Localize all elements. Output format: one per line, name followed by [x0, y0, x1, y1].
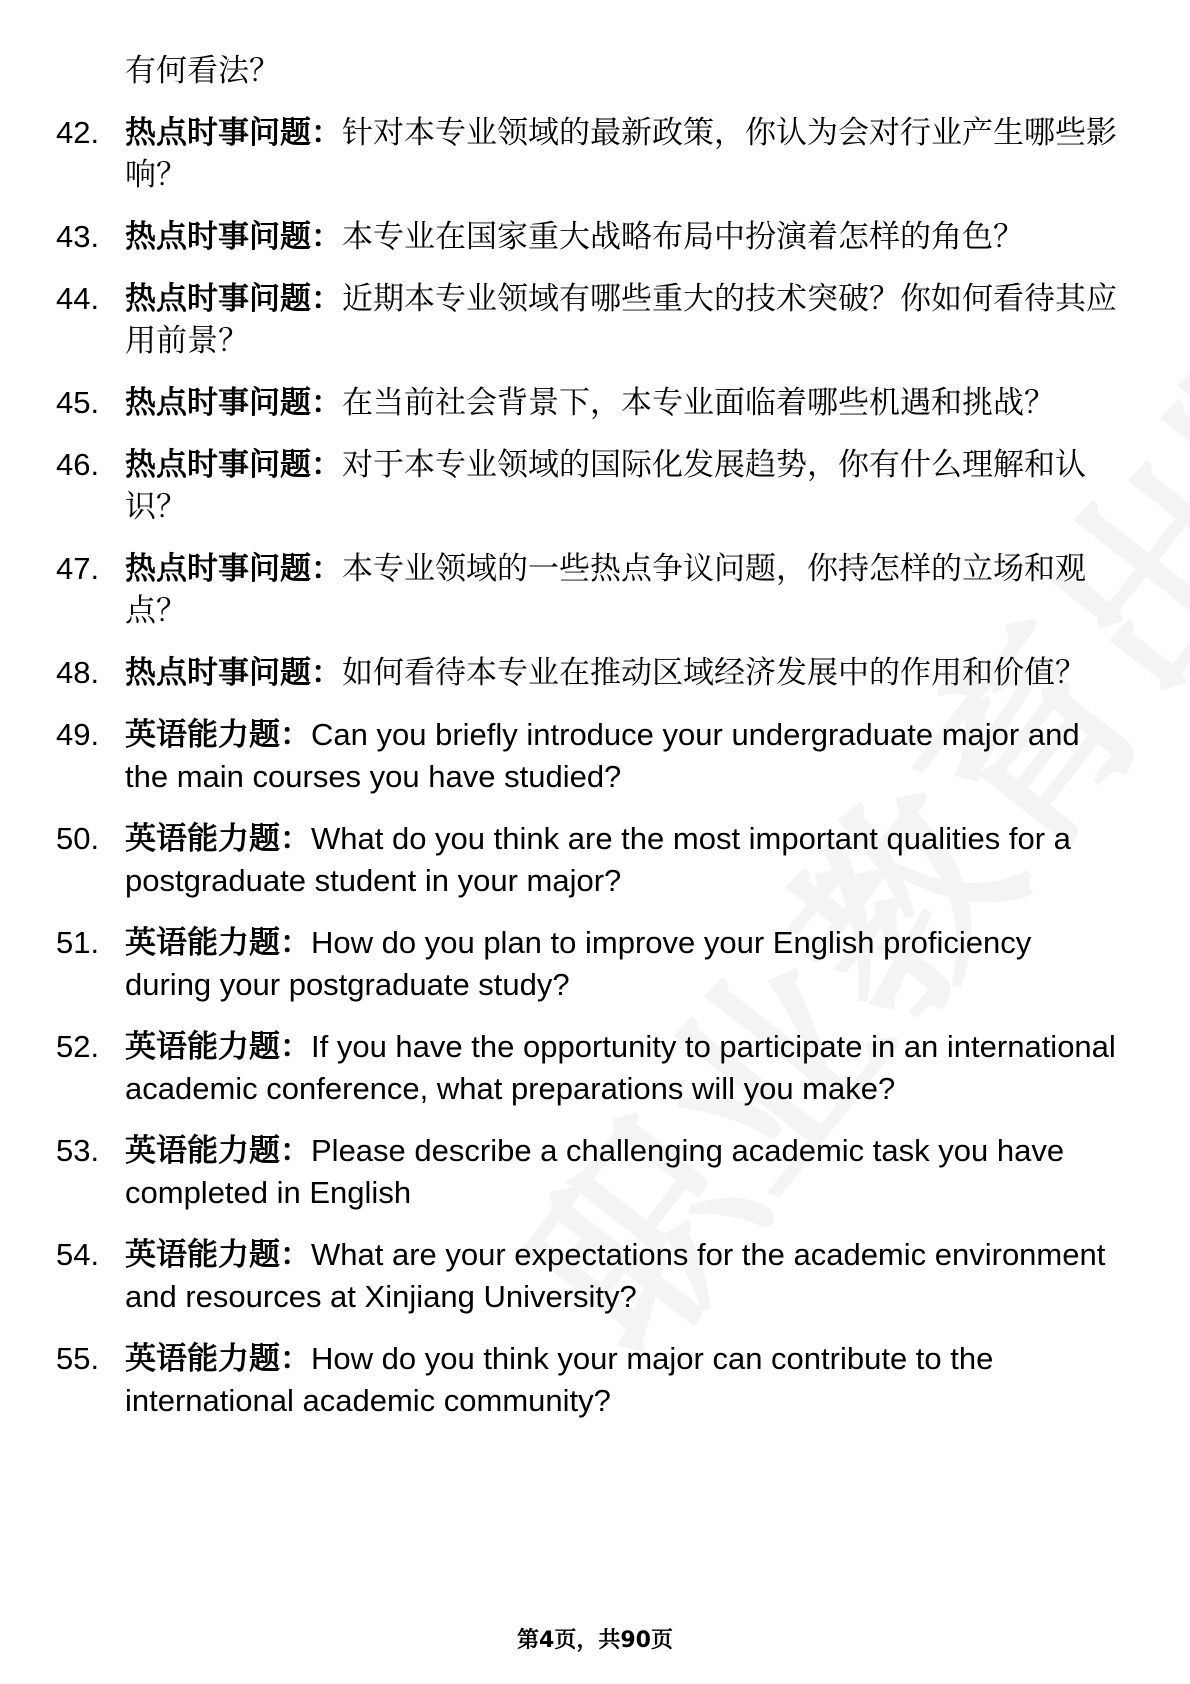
question-number: 46. — [56, 447, 100, 482]
question-item — [0, 714, 1190, 798]
question-category: 热点时事问题： — [125, 447, 342, 483]
question-number: 43. — [56, 219, 100, 254]
question-text: Can you briefly introduce your undergraduate major and the main courses you have studied? — [125, 717, 1080, 794]
question-item — [0, 216, 1190, 258]
question-number: 42. — [56, 115, 100, 150]
question-category: 英语能力题： — [125, 1029, 311, 1065]
question-text: 对于本专业领域的国际化发展趋势，你有什么理解和认识？ — [125, 447, 1086, 525]
question-category: 英语能力题： — [125, 717, 311, 753]
question-item — [0, 278, 1190, 362]
question-number: 49. — [56, 717, 100, 752]
question-category: 英语能力题： — [125, 1341, 311, 1377]
question-number: 48. — [56, 655, 100, 690]
question-text: How do you think your major can contribute to the international academic community? — [125, 1341, 994, 1418]
question-number: 47. — [56, 551, 100, 586]
question-category: 热点时事问题： — [125, 219, 342, 255]
question-item — [0, 548, 1190, 632]
question-category: 热点时事问题： — [125, 551, 342, 587]
question-text: What are your expectations for the academic environment and resources at Xinjiang University? — [125, 1237, 1106, 1314]
question-text: 近期本专业领域有哪些重大的技术突破？你如何看待其应用前景？ — [125, 281, 1117, 359]
question-category: 英语能力题： — [125, 1237, 311, 1273]
question-number: 50. — [56, 821, 100, 856]
question-text: What do you think are the most important qualities for a postgraduate student in your major? — [125, 821, 1071, 898]
question-item — [0, 818, 1190, 902]
question-text: If you have the opportunity to participate in an international academic conference, what preparations will you make? — [125, 1029, 1116, 1106]
question-number: 54. — [56, 1237, 100, 1272]
question-category: 英语能力题： — [125, 1133, 311, 1169]
question-category: 热点时事问题： — [125, 655, 342, 691]
question-text: 本专业领域的一些热点争议问题，你持怎样的立场和观点？ — [125, 551, 1086, 629]
question-category: 英语能力题： — [125, 821, 311, 857]
question-item — [0, 922, 1190, 1006]
question-category: 英语能力题： — [125, 925, 311, 961]
question-item — [0, 652, 1190, 694]
question-text: 本专业在国家重大战略布局中扮演着怎样的角色？ — [342, 219, 1024, 255]
question-text: 针对本专业领域的最新政策，你认为会对行业产生哪些影响？ — [125, 115, 1117, 193]
question-item — [0, 1026, 1190, 1110]
question-number: 51. — [56, 925, 100, 960]
question-category: 热点时事问题： — [125, 115, 342, 151]
question-category: 热点时事问题： — [125, 385, 342, 421]
question-text: 如何看待本专业在推动区域经济发展中的作用和价值？ — [342, 655, 1086, 691]
question-text: How do you plan to improve your English proficiency during your postgraduate study? — [125, 925, 1032, 1002]
question-category: 热点时事问题： — [125, 281, 342, 317]
question-list — [0, 112, 1190, 1442]
question-number: 45. — [56, 385, 100, 420]
question-text: Please describe a challenging academic task you have completed in English — [125, 1133, 1065, 1210]
question-item — [0, 1234, 1190, 1318]
question-item — [0, 444, 1190, 528]
question-item — [0, 112, 1190, 196]
question-number: 52. — [56, 1029, 100, 1064]
question-number: 44. — [56, 281, 100, 316]
question-item — [0, 1338, 1190, 1422]
question-item — [0, 1130, 1190, 1214]
continued-question-text: 有何看法？ — [125, 53, 280, 89]
question-number: 53. — [56, 1133, 100, 1168]
page-footer: 第4页，共90页 — [517, 1628, 673, 1653]
question-number: 55. — [56, 1341, 100, 1376]
question-text: 在当前社会背景下，本专业面临着哪些机遇和挑战？ — [342, 385, 1055, 421]
question-item — [0, 382, 1190, 424]
